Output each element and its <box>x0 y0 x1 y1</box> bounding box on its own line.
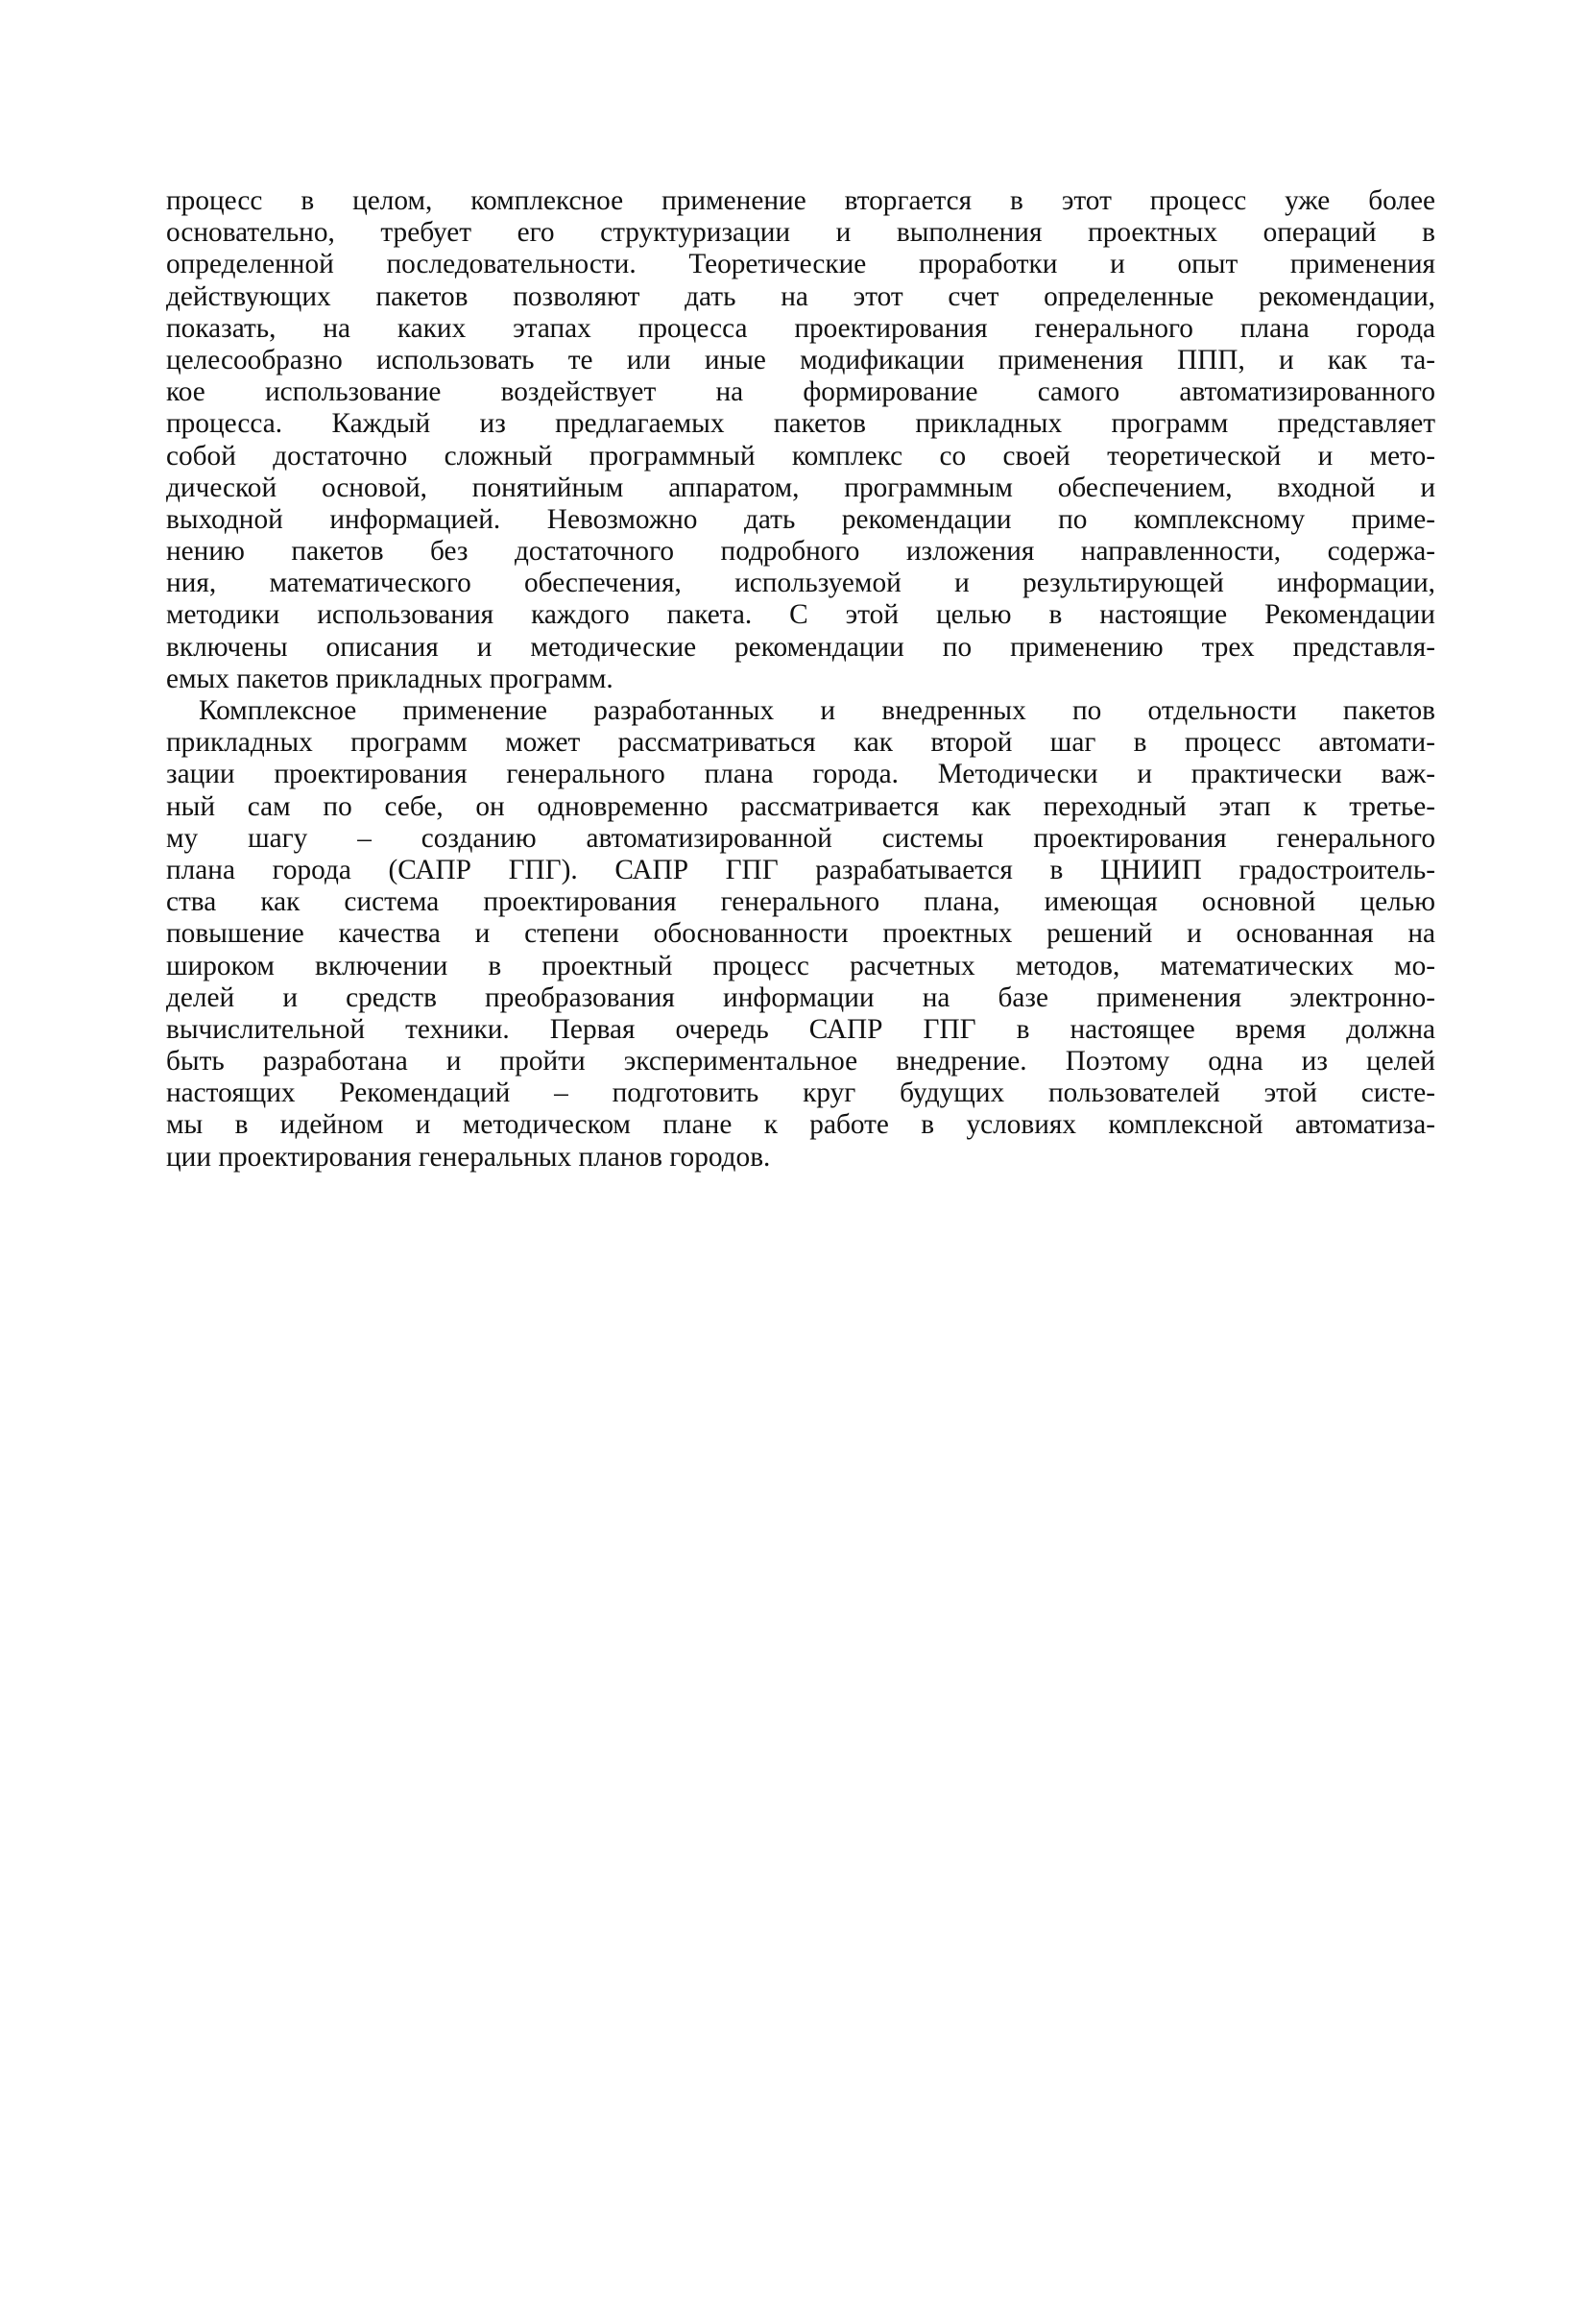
text-line: действующих пакетов позволяют дать на этот счет определенные рекомендации, <box>166 280 1435 312</box>
text-line: настоящих Рекомендаций – подготовить круг будущих пользователей этой систе- <box>166 1077 1435 1109</box>
paragraph <box>166 185 1435 695</box>
text-line: процесс в целом, комплексное применение вторгается в этот процесс уже более <box>166 185 1435 216</box>
text-line: нению пакетов без достаточного подробного изложения направленности, содержа- <box>166 536 1435 568</box>
text-line: плана города (САПР ГПГ). САПР ГПГ разрабатывается в ЦНИИП градостроитель- <box>166 854 1435 885</box>
text-line: му шагу – созданию автоматизированной системы проектирования генерального <box>166 822 1435 854</box>
text-line: широком включении в проектный процесс расчетных методов, математических мо- <box>166 950 1435 981</box>
text-line: показать, на каких этапах процесса проектирования генерального плана города <box>166 312 1435 344</box>
text-line: Комплексное применение разработанных и внедренных по отдельности пакетов <box>199 695 1435 726</box>
text-line: ный сам по себе, он одновременно рассматривается как переходный этап к третье- <box>166 790 1435 822</box>
text-line: процесса. Каждый из предлагаемых пакетов прикладных программ представляет <box>166 408 1435 440</box>
paragraph <box>166 695 1435 1174</box>
text-line: быть разработана и пройти экспериментальное внедрение. Поэтому одна из целей <box>166 1046 1435 1077</box>
text-line: зации проектирования генерального плана города. Методически и практически важ- <box>166 759 1435 790</box>
text-line: дической основой, понятийным аппаратом, программным обеспечением, входной и <box>166 472 1435 503</box>
text-line: прикладных программ может рассматриваться как второй шаг в процесс автомати- <box>166 727 1435 759</box>
text-line: ства как система проектирования генерального плана, имеющая основной целью <box>166 886 1435 918</box>
text-line: собой достаточно сложный программный комплекс со своей теоретической и мето- <box>166 440 1435 472</box>
text-line: кое использование воздействует на формирование самого автоматизированного <box>166 376 1435 408</box>
text-line: определенной последовательности. Теоретические проработки и опыт применения <box>166 249 1435 280</box>
text-line: включены описания и методические рекомендации по применению трех представля- <box>166 631 1435 663</box>
text-line: повышение качества и степени обоснованности проектных решений и основанная на <box>166 918 1435 950</box>
text-line: целесообразно использовать те или иные модификации применения ППП, и как та- <box>166 344 1435 375</box>
text-line: методики использования каждого пакета. С этой целью в настоящие Рекомендации <box>166 599 1435 631</box>
text-line: делей и средств преобразования информации на базе применения электронно- <box>166 981 1435 1013</box>
body-text <box>166 185 1435 1174</box>
text-line: основательно, требует его структуризации и выполнения проектных операций в <box>166 217 1435 249</box>
text-line: ции проектирования генеральных планов городов. <box>166 1141 771 1173</box>
text-line: емых пакетов прикладных программ. <box>166 663 613 694</box>
text-line: ния, математического обеспечения, используемой и результирующей информации, <box>166 568 1435 599</box>
text-line: выходной информацией. Невозможно дать рекомендации по комплексному приме- <box>166 503 1435 535</box>
text-line: мы в идейном и методическом плане к работе в условиях комплексной автоматиза- <box>166 1109 1435 1141</box>
text-line: вычислительной техники. Первая очередь САПР ГПГ в настоящее время должна <box>166 1013 1435 1045</box>
